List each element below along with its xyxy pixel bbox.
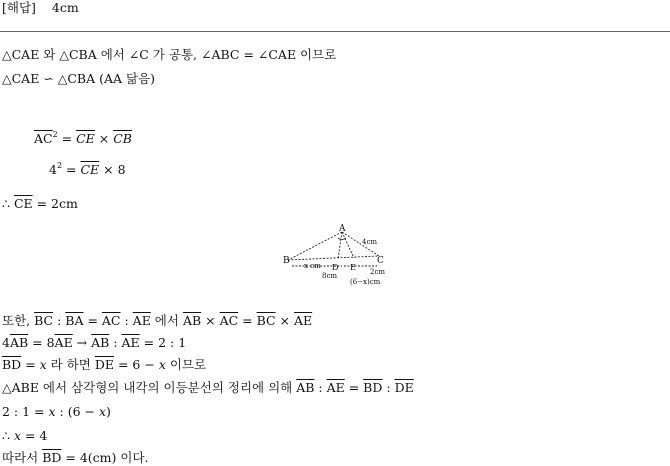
segment: $\overline{AC}$ (219, 313, 239, 328)
text: 4 (2, 335, 10, 350)
text: 라 하면 (46, 357, 95, 372)
exponent: 2 (56, 161, 63, 170)
segment: $\overline{BD}$ (42, 450, 62, 465)
segment: $\overline{DE}$ (94, 357, 115, 372)
text: : (53, 313, 66, 328)
angle-mark (338, 238, 346, 240)
segment: $\overline{AE}$ (132, 313, 151, 328)
segment-ce: $\overline{CE}$ (80, 162, 100, 177)
segment: $\overline{BC}$ (256, 313, 276, 328)
segment: $\overline{BD}$ (363, 380, 383, 395)
vertex-b: B (283, 256, 290, 266)
segment: $\overline{BC}$ (34, 313, 54, 328)
eq-sign: = (62, 162, 81, 177)
text: 2 : 1 = (2, 404, 49, 419)
text: = (238, 313, 257, 328)
equation-2 (49, 158, 126, 178)
segment: $\overline{AB}$ (296, 380, 315, 395)
segment: $\overline{AE}$ (54, 335, 73, 350)
bisector-ad (338, 232, 342, 259)
therefore-sign: ∴ (2, 428, 14, 443)
segment: $\overline{AB}$ (91, 335, 110, 350)
text: = 6 − (114, 357, 159, 372)
variable-x: x (48, 404, 56, 419)
text: = 2 : 1 (139, 335, 187, 350)
text: 또한, (2, 313, 35, 328)
side-ab (288, 232, 342, 260)
text: = 4 (21, 428, 48, 443)
divider (0, 31, 670, 32)
text: 따라서 (2, 450, 43, 465)
text: = 4(cm) 이다. (61, 450, 149, 465)
therefore-sign: ∴ (2, 196, 14, 211)
segment: $\overline{DE}$ (394, 380, 414, 395)
arrow: → (72, 335, 92, 350)
text: 에서 (150, 313, 183, 328)
text: = (344, 380, 364, 395)
segment: $\overline{AE}$ (121, 335, 140, 350)
segment: $\overline{AE}$ (294, 313, 313, 328)
length-be: 8cm (322, 272, 338, 280)
proof-line-4 (2, 380, 414, 396)
segment: $\overline{BD}$ (2, 357, 22, 372)
result-value: = 2cm (32, 196, 78, 211)
point-e: E (350, 263, 356, 272)
segment-cb: $\overline{CB}$ (113, 131, 132, 146)
text: = 8 (28, 335, 55, 350)
equation-3 (2, 196, 78, 212)
segment-ac: $\overline{AC}$ (34, 131, 53, 146)
exponent: 2 (52, 130, 58, 139)
segment-ce: $\overline{CE}$ (76, 131, 95, 146)
proof-line-3 (2, 357, 206, 373)
segment: $\overline{AB}$ (182, 313, 202, 328)
text: ) (106, 404, 111, 419)
text: : (120, 313, 133, 328)
proof-line-7 (2, 450, 149, 466)
proof-line-5 (2, 404, 111, 420)
equation-1 (34, 127, 132, 147)
segment: $\overline{AB}$ (9, 335, 29, 350)
variable-x: x (158, 357, 166, 372)
text: 이므로 (165, 357, 207, 372)
answer-header (2, 0, 79, 16)
eq-sign: = (57, 131, 77, 146)
variable-x: x (98, 404, 107, 419)
statement-line-1: △CAE 와 △CBA 에서 ∠C 가 공통, ∠ABC = ∠CAE 이므로 (2, 47, 337, 62)
base-value: 4 (49, 162, 57, 177)
length-de: (6−x)cm (350, 278, 381, 286)
segment: $\overline{AC}$ (101, 313, 121, 328)
text: : (109, 335, 122, 350)
segment: $\overline{BA}$ (65, 313, 84, 328)
answer-label: [해답] (2, 0, 36, 15)
point-d: D (332, 263, 339, 272)
text: = (83, 313, 102, 328)
statement-line-2: △CAE ∽ △CBA (AA 닮음) (2, 71, 156, 86)
proof-line-2 (2, 335, 186, 351)
side-bc (288, 256, 379, 260)
times-sign: × (94, 131, 114, 146)
proof-line-6 (2, 428, 47, 444)
text: × (275, 313, 294, 328)
triangle-figure (282, 222, 394, 288)
segment-ce: $\overline{CE}$ (13, 196, 33, 211)
answer-value: 4cm (51, 0, 79, 15)
length-ac: 4cm (362, 238, 378, 246)
variable-x: x (39, 357, 47, 372)
length-bd: x cm (304, 262, 321, 270)
segment: $\overline{AE}$ (326, 380, 345, 395)
variable-x: x (13, 428, 21, 443)
product-tail: × 8 (99, 162, 126, 177)
text: : (6 − (55, 404, 99, 419)
text: × (201, 313, 220, 328)
text: △ABE 에서 삼각형의 내각의 이등분선의 정리에 의해 (2, 380, 297, 395)
text: = (21, 357, 40, 372)
text: : (314, 380, 327, 395)
proof-line-1 (2, 313, 312, 329)
vertex-c: C (377, 256, 384, 266)
text: : (382, 380, 395, 395)
length-ec: 2cm (370, 268, 386, 276)
vertex-a: A (339, 224, 346, 234)
